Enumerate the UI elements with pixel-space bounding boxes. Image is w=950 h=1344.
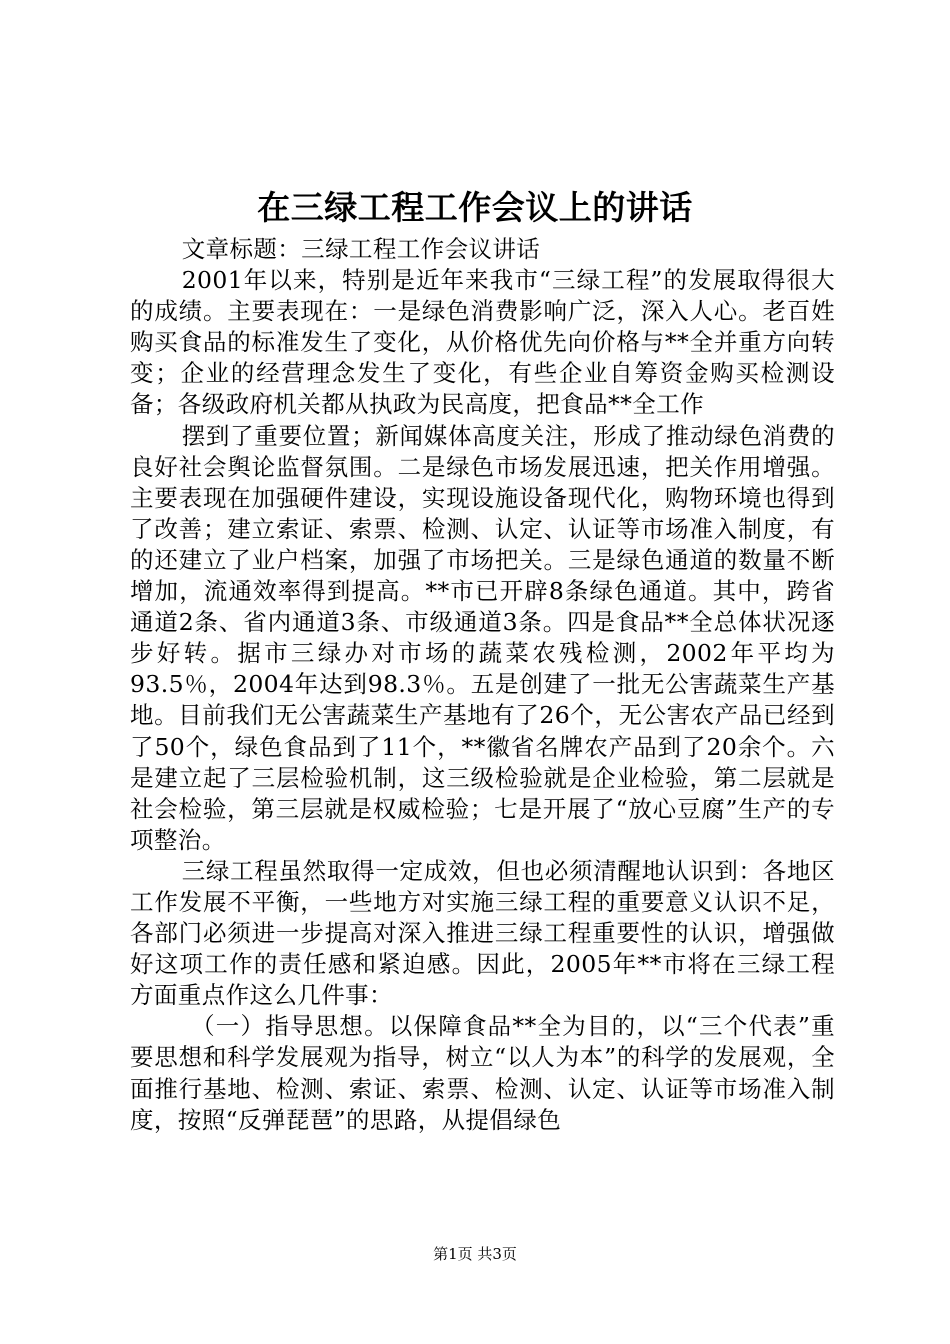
document-title: 在三绿工程工作会议上的讲话 <box>257 188 693 227</box>
body-paragraph: 摆到了重要位置；新闻媒体高度关注，形成了推动绿色消费的良好社会舆论监督氛围。二是绿色市场发展迅速，把关作用增强。主要表现在加强硬件建设，实现设施设备现代化，购物环境也得到了改善；建立索证、索票、检测、认定、认证等市场准入制度，有的还建立了业户档案，加强了市场把关。三是绿色通道的数量不断增加，流通效率得到提高。**市已开辟8条绿色通道。其中，跨省通道2条、省内通道3条、市级通道3条。四是食品**全总体状况逐步好转。据市三绿办对市场的蔬菜农残检测，2002年平均为93.5％，2004年达到98.3％。五是创建了一批无公害蔬菜生产基地。目前我们无公害蔬菜生产基地有了26个，无公害农产品已经到了50个，绿色食品到了11个，**徽省名牌农产品到了20余个。六是建立起了三层检验机制，这三级检验就是企业检验，第二层就是社会检验，第三层就是权威检验；七是开展了“放心豆腐”生产的专项整治。 <box>130 421 835 854</box>
body-paragraph: （一）指导思想。以保障食品**全为目的，以“三个代表”重要思想和科学发展观为指导，树立“以人为本”的科学的发展观，全面推行基地、检测、索证、索票、检测、认定、认证等市场准入制度，按照“反弹琵琶”的思路，从提倡绿色 <box>130 1012 835 1134</box>
article-subtitle-paragraph: 文章标题：三绿工程工作会议讲话 <box>181 235 541 263</box>
document-body <box>130 234 835 1136</box>
body-paragraph: 三绿工程虽然取得一定成效，但也必须清醒地认识到：各地区工作发展不平衡，一些地方对实施三绿工程的重要意义认识不足，各部门必须进一步提高对深入推进三绿工程重要性的认识，增强做好这项工作的责任感和紧迫感。因此，2005年**市将在三绿工程方面重点作这么几件事： <box>130 856 835 1010</box>
page-footer: 第1页 共3页 <box>433 1245 517 1263</box>
body-paragraph: 2001年以来，特别是近年来我市“三绿工程”的发展取得很大的成绩。主要表现在：一是绿色消费影响广泛，深入人心。老百姓购买食品的标准发生了变化，从价格优先向价格与**全并重方向转变；企业的经营理念发生了变化，有些企业自筹资金购买检测设备；各级政府机关都从执政为民高度，把食品**全工作 <box>130 266 835 419</box>
